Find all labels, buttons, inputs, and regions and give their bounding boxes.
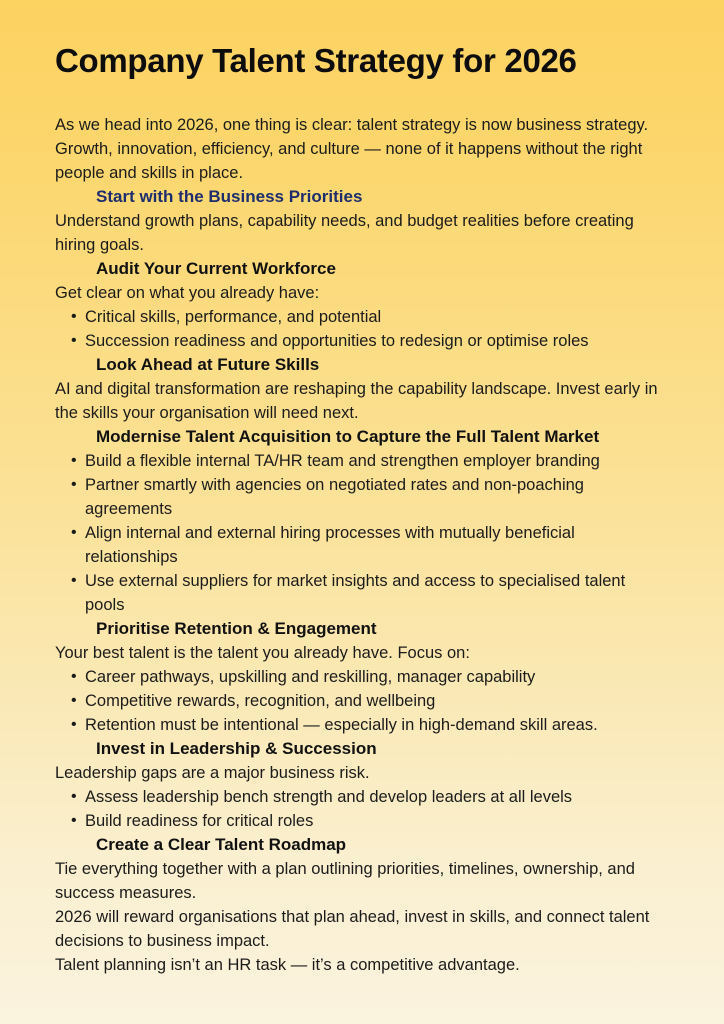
- section-heading: Look Ahead at Future Skills: [96, 355, 320, 374]
- paragraph: As we head into 2026, one thing is clear: talent strategy is now business strategy. Growth, innovation, efficiency, and culture — none of it happens without the right people and skills in place.: [55, 116, 649, 182]
- bullet-item: • Assess leadership bench strength and develop leaders at all levels: [85, 785, 669, 809]
- bullet-list: [55, 305, 669, 353]
- bullet-item: • Build a flexible internal TA/HR team and strengthen employer branding: [85, 449, 669, 473]
- paragraph: AI and digital transformation are reshaping the capability landscape. Invest early in the skills your organisation will need next.: [55, 380, 658, 422]
- section-heading: Create a Clear Talent Roadmap: [96, 835, 347, 854]
- paragraph: 2026 will reward organisations that plan ahead, invest in skills, and connect talent decisions to business impact.: [55, 908, 650, 950]
- paragraph: Tie everything together with a plan outlining priorities, timelines, ownership, and success measures.: [55, 860, 635, 902]
- bullet-item: • Retention must be intentional — especially in high-demand skill areas.: [85, 713, 669, 737]
- paragraph: Get clear on what you already have:: [55, 284, 320, 302]
- bullet-list: [55, 785, 669, 833]
- paragraph: Your best talent is the talent you already have. Focus on:: [55, 644, 470, 662]
- section-heading: Modernise Talent Acquisition to Capture the Full Talent Market: [96, 427, 600, 446]
- section-heading: Invest in Leadership & Succession: [96, 739, 377, 758]
- bullet-item: • Succession readiness and opportunities to redesign or optimise roles: [85, 329, 669, 353]
- bullet-item: • Align internal and external hiring processes with mutually beneficial relationships: [85, 521, 669, 569]
- paragraph: Talent planning isn’t an HR task — it’s a competitive advantage.: [55, 956, 520, 974]
- bullet-item: • Career pathways, upskilling and reskilling, manager capability: [85, 665, 669, 689]
- bullet-list: [55, 449, 669, 617]
- document-body: [55, 113, 669, 977]
- section-heading: Audit Your Current Workforce: [96, 259, 336, 278]
- paragraph: Leadership gaps are a major business risk.: [55, 764, 370, 782]
- bullet-item: • Competitive rewards, recognition, and wellbeing: [85, 689, 669, 713]
- bullet-item: • Partner smartly with agencies on negotiated rates and non-poaching agreements: [85, 473, 669, 521]
- bullet-list: [55, 665, 669, 737]
- paragraph: Understand growth plans, capability needs, and budget realities before creating hiring goals.: [55, 212, 634, 254]
- bullet-item: • Build readiness for critical roles: [85, 809, 669, 833]
- bullet-item: • Use external suppliers for market insights and access to specialised talent pools: [85, 569, 669, 617]
- section-heading: Start with the Business Priorities: [96, 187, 363, 206]
- bullet-item: • Critical skills, performance, and potential: [85, 305, 669, 329]
- page-title: Company Talent Strategy for 2026: [55, 42, 577, 79]
- section-heading: Prioritise Retention & Engagement: [96, 619, 377, 638]
